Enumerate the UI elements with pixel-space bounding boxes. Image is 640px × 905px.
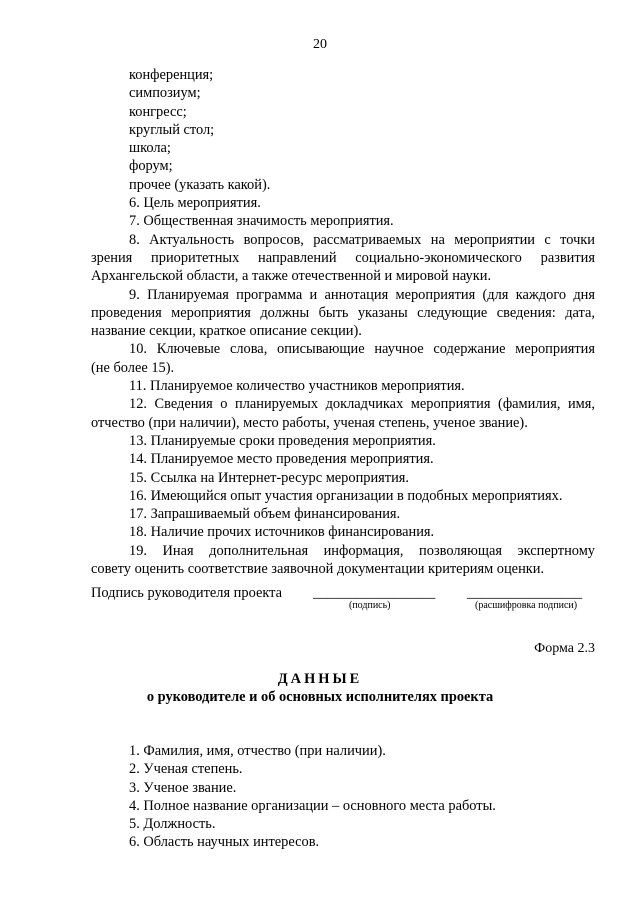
data-item: 5. Должность.: [129, 816, 216, 833]
paragraph-line: название секции, краткое описание секции).: [91, 323, 362, 340]
format-item: круглый стол;: [129, 121, 215, 138]
paragraph-line: 13. Планируемые сроки проведения мероприятия.: [129, 432, 436, 449]
format-item: конгресс;: [129, 103, 187, 120]
paragraph-line: 18. Наличие прочих источников финансирования.: [129, 524, 435, 541]
data-item: 3. Ученое звание.: [129, 779, 237, 796]
paragraph-line: 12. Сведения о планируемых докладчиках мероприятия (фамилия, имя,: [129, 396, 595, 413]
paragraph-line: отчество (при наличии), место работы, ученая степень, ученое звание).: [91, 414, 528, 431]
paragraph-line: 10. Ключевые слова, описывающие научное содержание мероприятия: [129, 341, 595, 358]
paragraph-line: 14. Планируемое место проведения мероприятия.: [129, 451, 434, 468]
format-item: школа;: [129, 140, 171, 157]
paragraph-line: 11. Планируемое количество участников мероприятия.: [129, 378, 465, 395]
section-subtitle: о руководителе и об основных исполнителях проекта: [146, 689, 494, 705]
data-items-list: [129, 742, 496, 852]
signature-line: _________________: [313, 585, 436, 601]
data-item: 2. Ученая степень.: [129, 761, 243, 778]
signature-decoding-line: ________________: [467, 585, 583, 601]
signature-decoding-caption: (расшифровка подписи): [475, 600, 578, 611]
paragraph-line: 17. Запрашиваемый объем финансирования.: [129, 506, 401, 523]
paragraph-line: 16. Имеющийся опыт участия организации в подобных мероприятиях.: [129, 487, 563, 504]
paragraph-line: 6. Цель мероприятия.: [129, 195, 261, 212]
document-body: [91, 66, 595, 578]
paragraph-line: 19. Иная дополнительная информация, позволяющая экспертному: [129, 542, 595, 559]
paragraph-line: 9. Планируемая программа и аннотация мероприятия (для каждого дня: [129, 286, 595, 303]
page-number: 20: [313, 37, 327, 52]
data-item: 4. Полное название организации – основного места работы.: [129, 797, 496, 814]
data-item: 6. Область научных интересов.: [129, 834, 320, 851]
format-item: прочее (указать какой).: [129, 176, 271, 193]
paragraph-line: 15. Ссылка на Интернет-ресурс мероприятия.: [129, 469, 409, 486]
paragraph-line: 7. Общественная значимость мероприятия.: [129, 213, 394, 230]
paragraph-line: Архангельской области, а также отечественной и мировой науки.: [91, 268, 492, 285]
paragraph-line: совету оценить соответствие заявочной документации критериям оценки.: [91, 561, 545, 578]
paragraph-line: (не более 15).: [91, 359, 175, 376]
paragraph-line: 8. Актуальность вопросов, рассматриваемых на мероприятии с точки: [129, 231, 595, 248]
section-title: ДАННЫЕ: [277, 671, 363, 687]
paragraph-line: проведения мероприятия должны быть указаны следующие сведения: дата,: [91, 304, 595, 321]
format-item: симпозиум;: [129, 85, 201, 102]
signature-label: Подпись руководителя проекта: [91, 585, 282, 601]
form-label: Форма 2.3: [534, 641, 595, 656]
format-item: форум;: [129, 158, 173, 175]
format-item: конференция;: [129, 67, 214, 83]
paragraph-line: зрения приоритетных направлений социально-экономического развития: [91, 249, 595, 266]
signature-caption: (подпись): [349, 600, 391, 611]
data-item: 1. Фамилия, имя, отчество (при наличии).: [129, 743, 386, 759]
